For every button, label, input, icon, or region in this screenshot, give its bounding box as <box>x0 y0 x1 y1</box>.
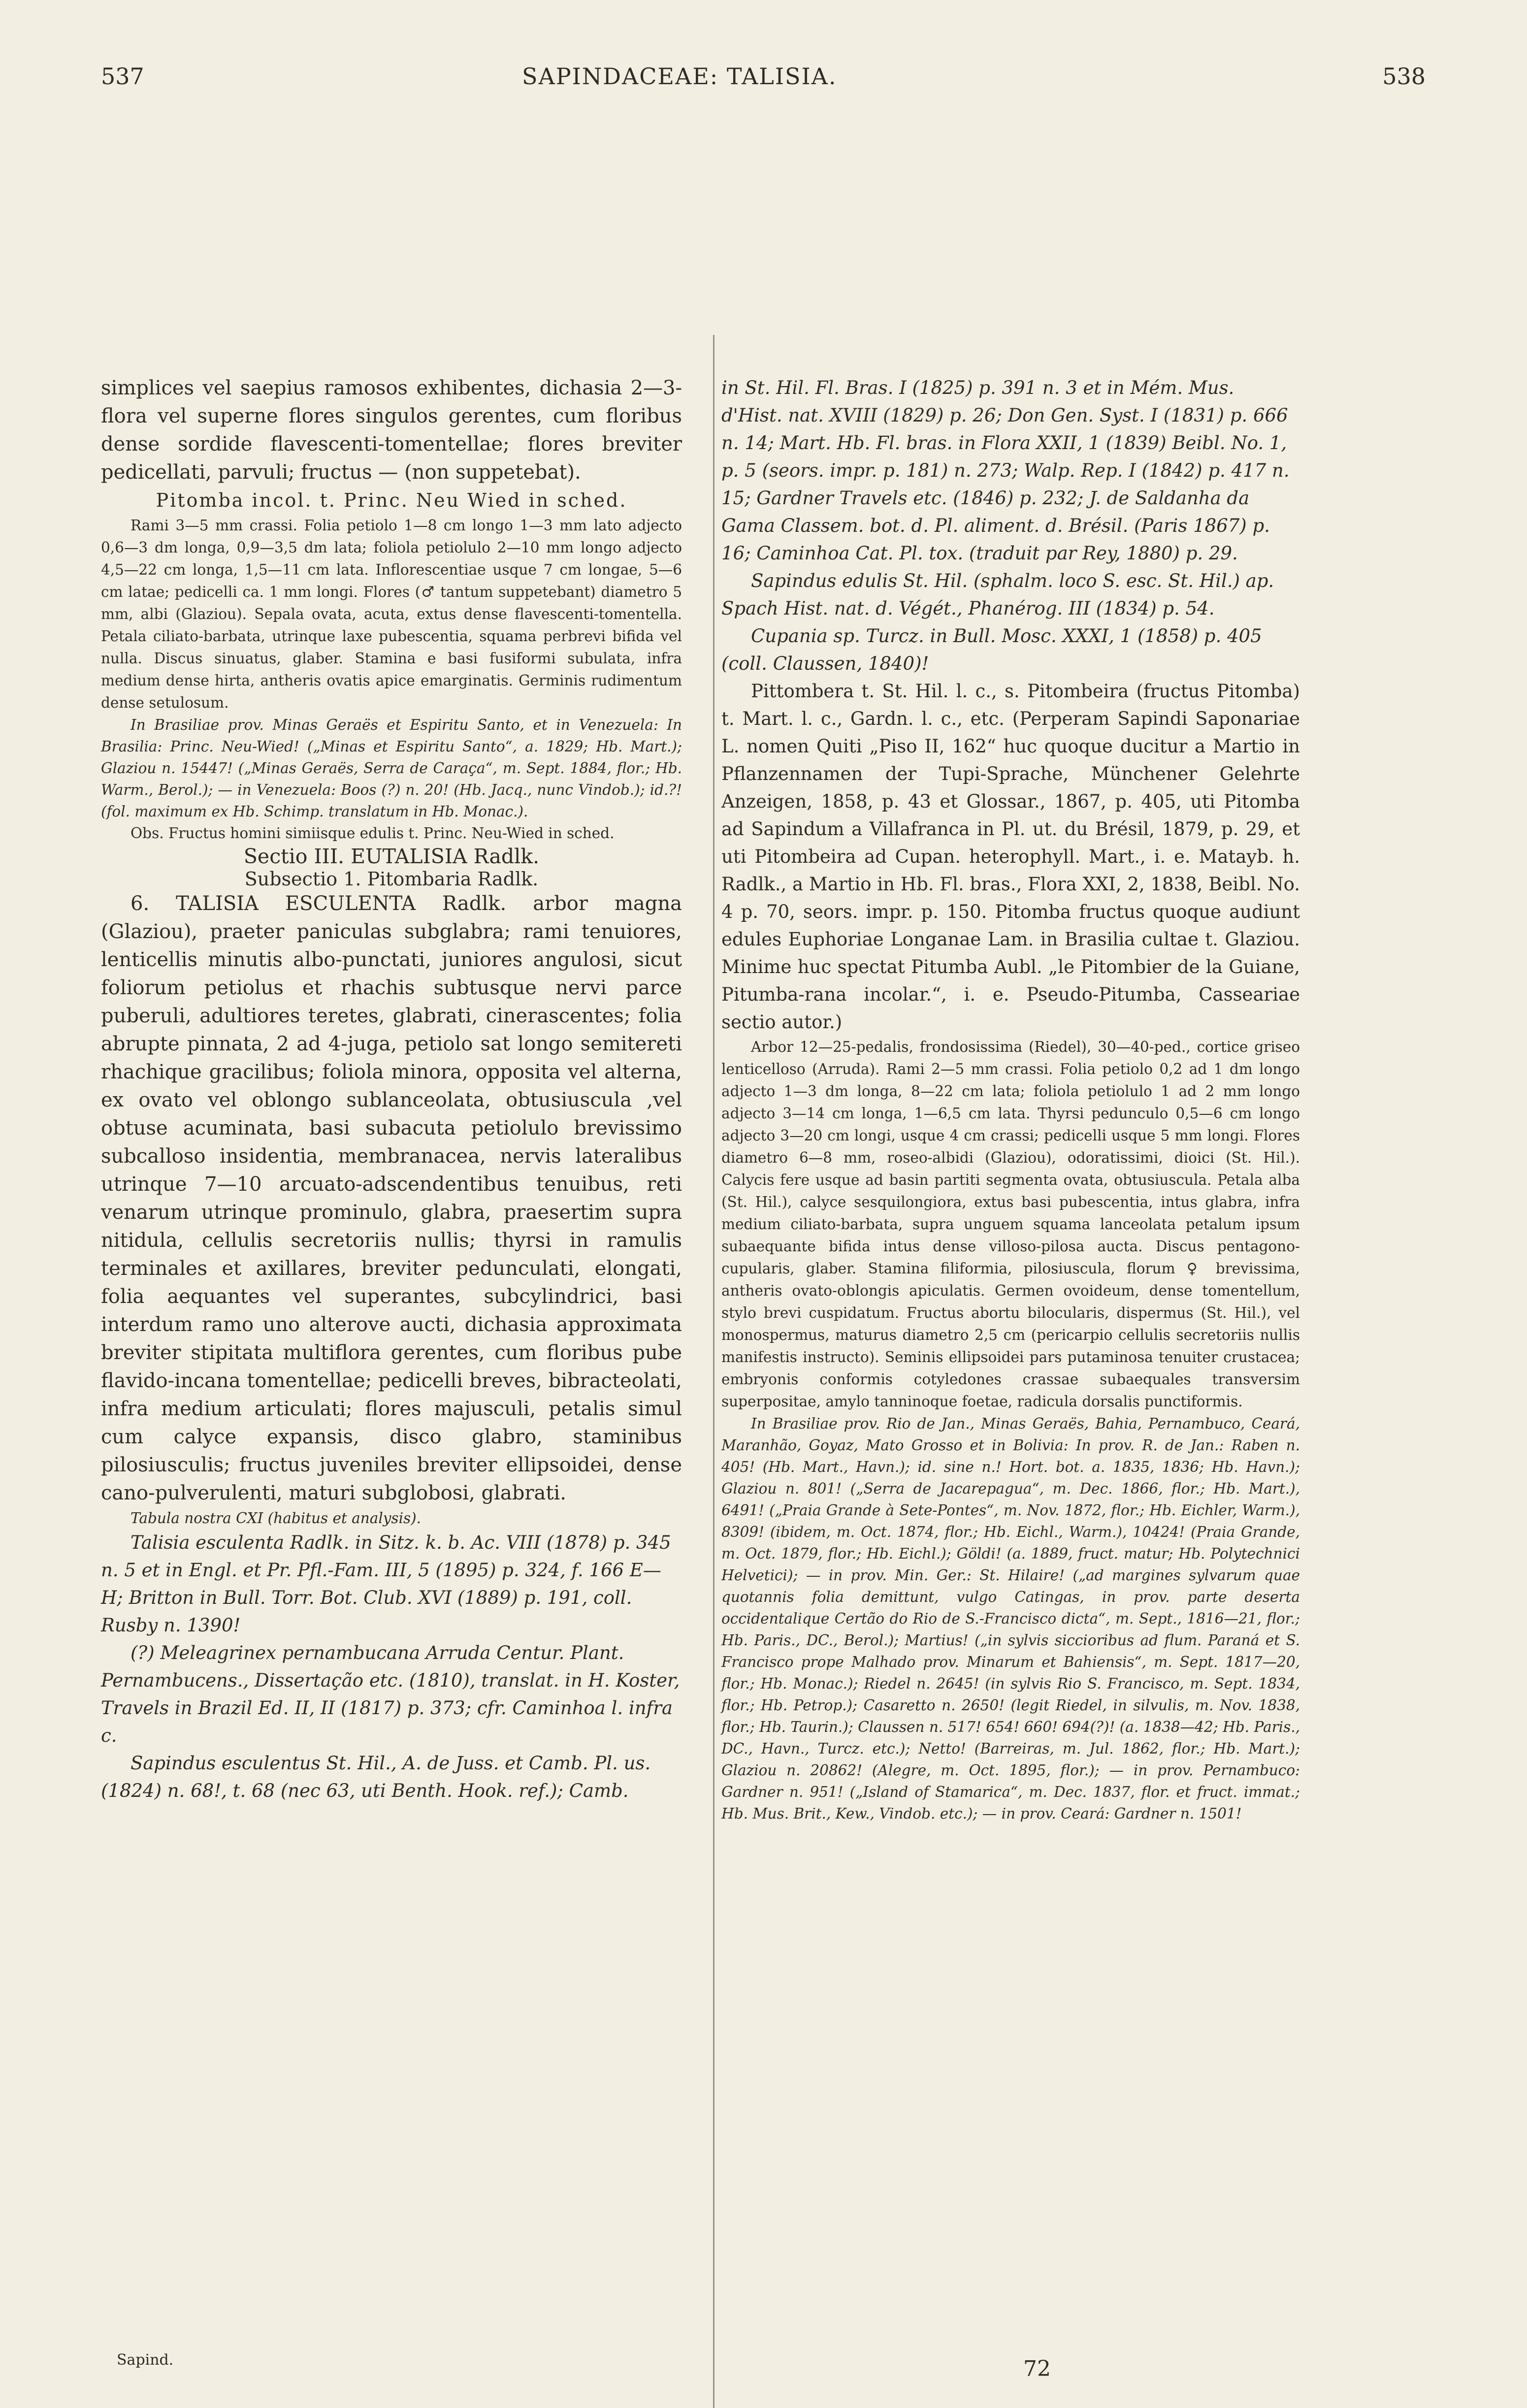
section-heading: Sectio III. EUTALISIA Radlk. <box>243 845 540 868</box>
bibliography-continued: in St. Hil. Fl. Bras. I (1825) p. 391 n. 3 et in Mém. Mus. d'Hist. nat. XVIII (1829) p. 26; Don Gen. Syst. I (1831) p. 666 n. 14; Mart. Hb. Fl. bras. in Flora XXII, 1 (1839) Beibl. No. 1, p. 5 (seors. impr. p. 181) n. 273; Walp. Rep. I (1842) p. 417 n. 15; Gardner Travels etc. (1846) p. 232; J. de Saldanha da Gama Classem. bot. d. Pl. aliment. d. Brésil. (Paris 1867) p. 16; Caminhoa Cat. Pl. tox. (traduit par Rey, 1880) p. 29. <box>721 377 1290 564</box>
page-number-left: 537 <box>101 63 144 90</box>
synonym-citation-2: (?) Meleagrinex pernambucana Arruda Centur. Plant. Pernambucens., Dissertação etc. (1810), translat. in H. Koster, Travels in Brazil Ed. II, II (1817) p. 373; cfr. Caminhoa l. infra c. <box>101 1642 680 1746</box>
specimen-localities: In Brasiliae prov. Rio de Jan., Minas Geraës, Bahia, Pernambuco, Ceará, Maranhão, Goyaz, Mato Grosso et in Bolivia: In prov. R. de Jan.: Raben n. 405! (Hb. Mart., Havn.); id. sine n.! Hort. bot. a. 1835, 1836; Hb. Havn.); Glaziou n. 801! („Serra de Jacarepagua“, m. Dec. 1866, flor.; Hb. Mart.), 6491! („Praia Grande à Sete-Pontes“, m. Nov. 1872, flor.; Hb. Eichler, Warm.), 8309! (ibidem, m. Oct. 1874, flor.; Hb. Eichl., Warm.), 10424! (Praia Grande, m. Oct. 1879, flor.; Hb. Eichl.); Göldi! (a. 1889, fruct. matur; Hb. Polytechnici Helvetici); — in prov. Min. Ger.: St. Hilaire! („ad margines sylvarum quae quotannis folia demittunt, vulgo Catingas, in prov. parte deserta occidentalique Certão do Rio de S.-Francisco dicta“, m. Sept., 1816—21, flor.; Hb. Paris., DC., Berol.); Martius! („in sylvis siccioribus ad flum. Paraná et S. Francisco prope Malhado prov. Minarum et Bahiensis“, m. Sept. 1817—20, flor.; Hb. Monac.); Riedel n. 2645! (in sylvis Rio S. Francisco, m. Sept. 1834, flor.; Hb. Petrop.); Casaretto n. 2650! (legit Riedel, in silvulis, m. Nov. 1838, flor.; Hb. Taurin.); Claussen n. 517! 654! 660! 694(?)! (a. 1838—42; Hb. Paris., DC., Havn., Turcz. etc.); Netto! (Barreiras, m. Jul. 1862, flor.; Hb. Mart.); Glaziou n. 20862! (Alegre, m. Oct. 1895, flor.); — in prov. Pernambuco: Gardner n. 951! („Island of Stamarica“, m. Dec. 1837, flor. et fruct. immat.; Hb. Mus. Brit., Kew., Vindob. etc.); — in prov. Ceará: Gardner n. 1501! <box>721 1415 1300 1822</box>
vernacular-names-paragraph: Pittombera t. St. Hil. l. c., s. Pitombeira (fructus Pitomba) t. Mart. l. c., Gardn. l. c., etc. (Perperam Sapindi Saponariae L. nomen Quiti „Piso II, 162“ huc quoque ducitur a Martio in Pflanzennamen der Tupi-Sprache, Münchener Gelehrte Anzeigen, 1858, p. 43 et Glossar., 1867, p. 405, uti Pitomba ad Sapindum a Villafranca in Pl. ut. du Brésil, 1879, p. 29, et uti Pitombeira ad Cupan. heterophyll. Mart., i. e. Matayb. h. Radlk., a Martio in Hb. Fl. bras., Flora XXI, 2, 1838, Beibl. No. 4 p. 70, seors. impr. p. 150. Pitomba fructus quoque audiunt edules Euphoriae Longanae Lam. in Brasilia cultae t. Glaziou. Minime huc spectat Pitumba Aubl. „le Pitombier de la Guiane, Pitumba-rana incolar.“, i. e. Pseudo-Pitumba, Casseariae sectio autor.) <box>721 681 1300 1033</box>
vernacular-name: Pitomba incol. t. Princ. Neu Wied in sched. <box>156 489 627 511</box>
column-divider <box>713 335 715 2408</box>
left-paragraph-1: simplices vel saepius ramosos exhibentes, dichasia 2—3-flora vel superne flores singulos gerentes, cum floribus dense sordide flavescenti-tomentellae; flores breviter pedicellati, parvuli; fructus — (non suppetebat). <box>101 377 682 484</box>
tree-description: Arbor 12—25-pedalis, frondosissima (Riedel), 30—40-ped., cortice griseo lenticelloso (Arruda). Rami 2—5 mm crassi. Folia petiolo 0,2 ad 1 dm longo adjecto 1—3 dm longa, 8—22 cm lata; foliola petiolulo 1 ad 2 mm longo adjecto 3—14 cm longa, 1—6,5 cm lata. Thyrsi pedunculo 0,5—6 cm longo adjecto 3—20 cm longi, usque 4 cm crassi; pedicelli usque 5 mm longi. Flores diametro 6—8 mm, roseo-albidi (Glaziou), odoratissimi, dioici (St. Hil.). Calycis fere usque ad basin partiti segmenta ovata, obtusiuscula. Petala alba (St. Hil.), calyce sesquilongiora, extus basi pubescentia, intus glabra, infra medium ciliato-barbata, supra unguem squama lanceolata petalum ipsum subaequante bifida intus dense villoso-pilosa aucta. Discus pentagono-cupularis, glaber. Stamina filiformia, pilosiuscula, florum ♀ brevissima, antheris ovato-oblongis apiculatis. Germen ovoideum, dense tomentellum, stylo brevi cuspidatum. Fructus abortu bilocularis, dispermus (St. Hil.), vel monospermus, maturus diametro 2,5 cm (pericarpio cellulis secretoriis nullis manifestis instructo). Seminis ellipsoidei pars putaminosa tenuiter crustacea; embryonis conformis cotyledones crassae subaequales transversim superpositae, amylo tanninoque foetae, radicula dorsalis punctiformis. <box>721 1039 1300 1410</box>
synonym-citation-4: Sapindus edulis St. Hil. (sphalm. loco S. esc. St. Hil.) ap. Spach Hist. nat. d. Végét., Phanérog. III (1834) p. 54. <box>721 570 1274 619</box>
plate-reference: Tabula nostra CXI (habitus et analysis). <box>130 1510 422 1527</box>
sheet-number: 72 <box>1023 2356 1051 2381</box>
right-column <box>721 374 1300 1824</box>
synonym-citation-5: Cupania sp. Turcz. in Bull. Mosc. XXXI, 1 (1858) p. 405 (coll. Claussen, 1840)! <box>721 625 1262 674</box>
footer-left-label: Sapind. <box>117 2351 174 2369</box>
subsection-heading: Subsectio 1. Pitombaria Radlk. <box>244 868 539 890</box>
synonym-citation-1: Talisia esculenta Radlk. in Sitz. k. b. Ac. VIII (1878) p. 345 n. 5 et in Engl. et Pr. Pfl.-Fam. III, 5 (1895) p. 324, f. 166 E—H; Britton in Bull. Torr. Bot. Club. XVI (1889) p. 191, coll. Rusby n. 1390! <box>101 1532 671 1636</box>
page-header <box>101 63 1426 98</box>
morphology-description: Rami 3—5 mm crassi. Folia petiolo 1—8 cm longo 1—3 mm lato adjecto 0,6—3 dm longa, 0,9—3,5 dm lata; foliola petiolulo 2—10 mm longo adjecto 4,5—22 cm longa, 1,5—11 cm lata. Inflorescentiae usque 7 cm longae, 5—6 cm latae; pedicelli ca. 1 mm longi. Flores (♂ tantum suppetebant) diametro 5 mm, albi (Glaziou). Sepala ovata, acuta, extus dense flavescenti-tomentella. Petala ciliato-barbata, utrinque laxe pubescentia, squama perbrevi bifida vel nulla. Discus sinuatus, glaber. Stamina e basi fusiformi subulata, infra medium dense hirta, antheris ovatis apice emarginatis. Germinis rudimentum dense setulosum. <box>101 517 682 711</box>
species-description: 6. TALISIA ESCULENTA Radlk. arbor magna (Glaziou), praeter paniculas subglabra; rami tenuiores, lenticellis minutis albo-punctati, juniores angulosi, sicut foliorum petiolus et rhachis subtusque nervi parce puberuli, adultiores teretes, glabrati, cinerascentes; folia abrupte pinnata, 2 ad 4-juga, petiolo sat longo semitereti rhachique gracilibus; foliola minora, opposita vel alterna, ex ovato vel oblongo sublanceolata, obtusiuscula ,vel obtuse acuminata, basi subacuta petiolulo brevissimo subcalloso insidentia, membranacea, nervis lateralibus utrinque 7—10 arcuato-adscendentibus tenuibus, reti venarum utrinque prominulo, glabra, praesertim supra nitidula, cellulis secretoriis nullis; thyrsi in ramulis terminales et axillares, breviter pedunculati, elongati, folia aequantes vel superantes, subcylindrici, basi interdum ramo uno alterove aucti, dichasia approximata breviter stipitata multiflora gerentes, cum floribus pube flavido-incana tomentellae; pedicelli breves, bibracteolati, infra medium articulati; flores majusculi, petalis simul cum calyce expansis, disco glabro, staminibus pilosiusculis; fructus juveniles breviter ellipsoidei, dense cano-pulverulenti, maturi subglobosi, glabrati. <box>101 892 682 1504</box>
running-title: SAPINDACEAE: TALISIA. <box>522 63 837 90</box>
left-column <box>101 374 682 1805</box>
synonym-citation-3: Sapindus esculentus St. Hil., A. de Juss. et Camb. Pl. us. (1824) n. 68!, t. 68 (nec 63, uti Benth. Hook. ref.); Camb. <box>101 1753 651 1801</box>
distribution-text: In Brasiliae prov. Minas Geraës et Espiritu Santo, et in Venezuela: In Brasilia: Princ. Neu-Wied! („Minas et Espiritu Santo“, a. 1829; Hb. Mart.); Glaziou n. 15447! („Minas Geraës, Serra de Caraça“, m. Sept. 1884, flor.; Hb. Warm., Berol.); — in Venezuela: Boos (?) n. 20! (Hb. Jacq., nunc Vindob.); id.?! (fol. maximum ex Hb. Schimp. translatum in Hb. Monac.). <box>101 716 682 820</box>
page-number-right: 538 <box>1382 63 1426 90</box>
observation-note: Obs. Fructus homini simiisque edulis t. Princ. Neu-Wied in sched. <box>130 825 615 842</box>
